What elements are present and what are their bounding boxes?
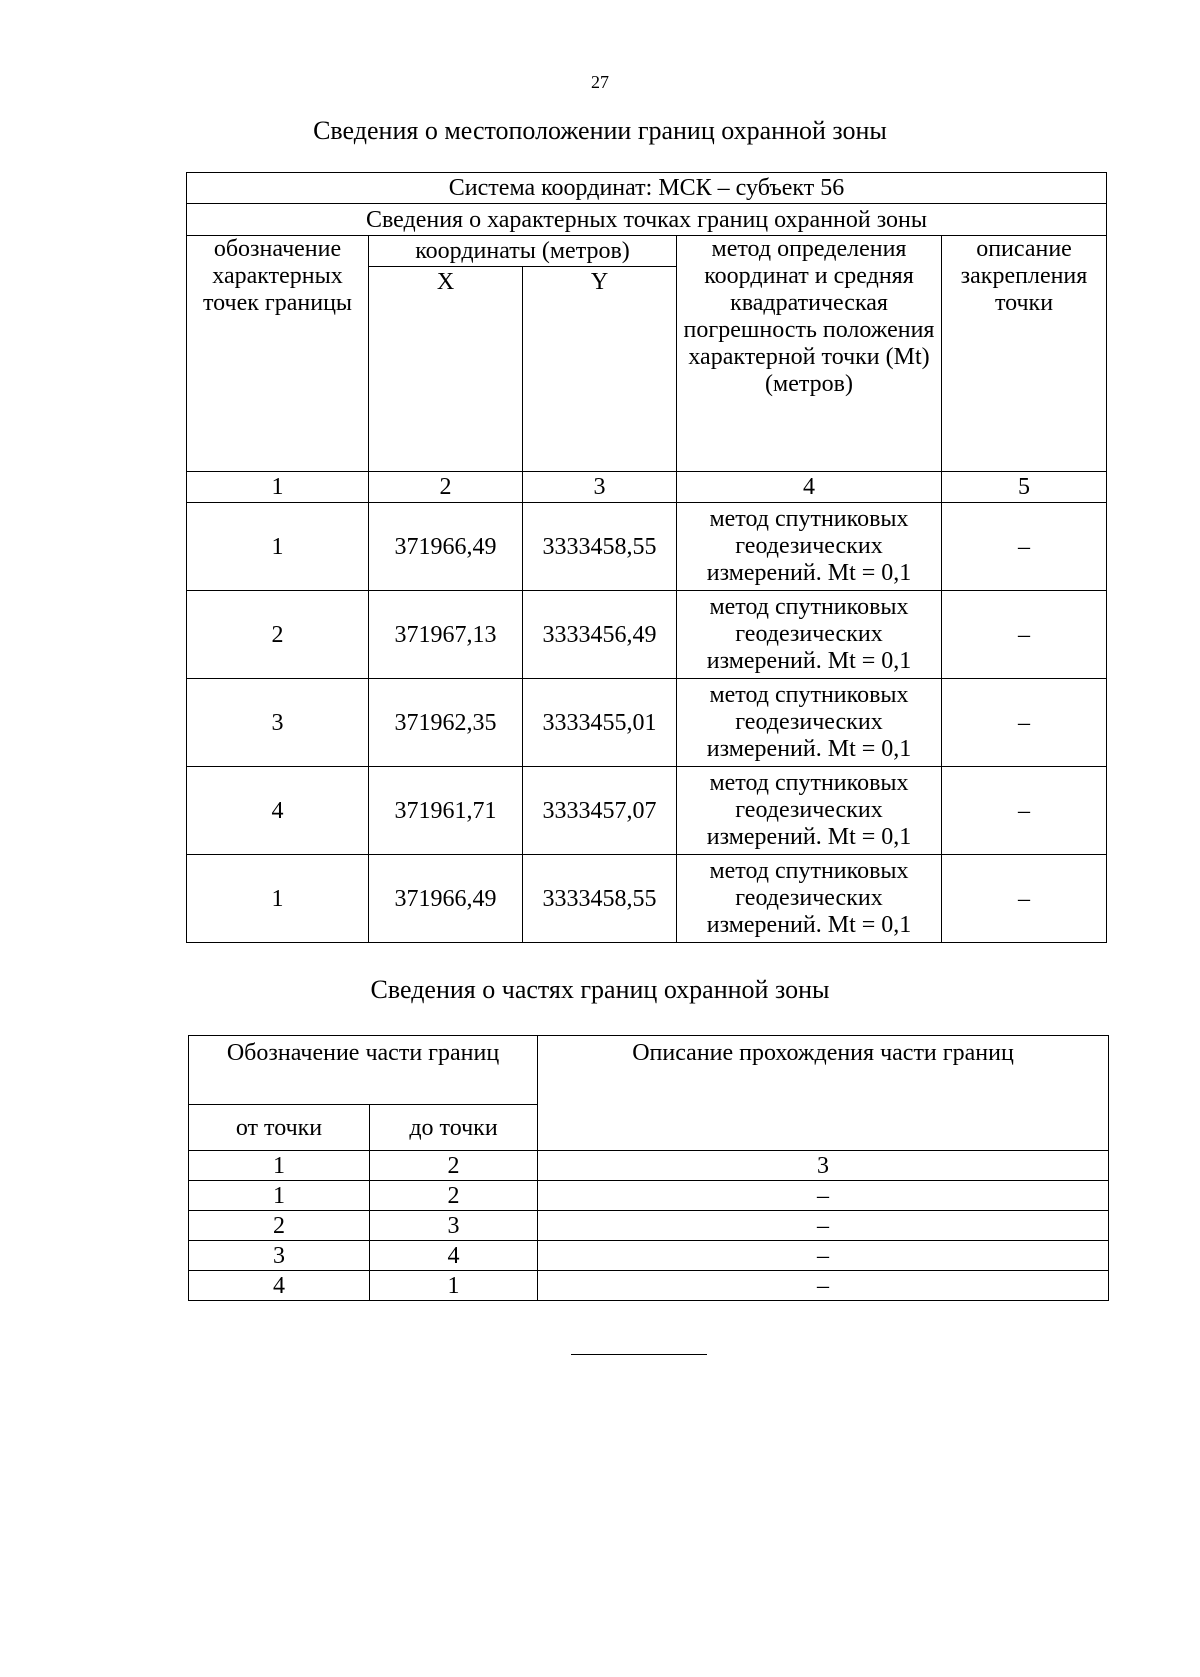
method-cell: метод спутниковых геодезических измерений. Mt = 0,1 (677, 855, 942, 943)
header-to-point: до точки (370, 1105, 538, 1151)
header-from-point: от точки (189, 1105, 370, 1151)
fixing-desc: – (942, 503, 1107, 591)
table-row (189, 1181, 1109, 1211)
table-row (187, 855, 1107, 943)
fixing-desc: – (942, 767, 1107, 855)
header-point-designation: обозначение характерных точек границы (187, 236, 369, 472)
to-point: 3 (370, 1211, 538, 1241)
header-fixing-description: описание закрепления точки (942, 236, 1107, 472)
method-cell: метод спутниковых геодезических измерений. Mt = 0,1 (677, 767, 942, 855)
fixing-desc: – (942, 855, 1107, 943)
method-cell: метод спутниковых геодезических измерений. Mt = 0,1 (677, 503, 942, 591)
point-id: 1 (187, 503, 369, 591)
point-id: 4 (187, 767, 369, 855)
page-number: 27 (591, 72, 609, 92)
point-id: 1 (187, 855, 369, 943)
to-point: 2 (370, 1181, 538, 1211)
col-number: 3 (523, 472, 677, 503)
to-point: 1 (370, 1271, 538, 1301)
col-number: 3 (538, 1151, 1109, 1181)
footer-divider (571, 1354, 707, 1355)
from-point: 1 (189, 1181, 370, 1211)
col-number: 4 (677, 472, 942, 503)
fixing-desc: – (942, 591, 1107, 679)
header-part-description: Описание прохождения части границ (538, 1036, 1109, 1151)
point-id: 3 (187, 679, 369, 767)
table-row (187, 503, 1107, 591)
points-subtitle-cell: Сведения о характерных точках границ охранной зоны (187, 204, 1107, 236)
boundary-parts-table (188, 1035, 1109, 1301)
col-number: 2 (369, 472, 523, 503)
method-cell: метод спутниковых геодезических измерений. Mt = 0,1 (677, 679, 942, 767)
coord-y: 3333457,07 (523, 767, 677, 855)
col-number: 2 (370, 1151, 538, 1181)
col-number: 1 (187, 472, 369, 503)
header-x: X (369, 267, 523, 472)
coord-y: 3333455,01 (523, 679, 677, 767)
point-id: 2 (187, 591, 369, 679)
table-row (189, 1211, 1109, 1241)
header-coordinates: координаты (метров) (369, 236, 677, 267)
fixing-desc: – (942, 679, 1107, 767)
from-point: 2 (189, 1211, 370, 1241)
column-number-row (189, 1151, 1109, 1181)
from-point: 3 (189, 1241, 370, 1271)
method-cell: метод спутниковых геодезических измерений. Mt = 0,1 (677, 591, 942, 679)
to-point: 4 (370, 1241, 538, 1271)
coord-x: 371962,35 (369, 679, 523, 767)
part-desc: – (538, 1271, 1109, 1301)
table-row (187, 679, 1107, 767)
header-method: метод определения координат и средняя квадратическая погрешность положения характерной точки (Mt) (метров) (677, 236, 942, 472)
coord-y: 3333458,55 (523, 503, 677, 591)
header-y: Y (523, 267, 677, 472)
coord-x: 371966,49 (369, 503, 523, 591)
boundary-points-table (186, 172, 1107, 943)
coord-x: 371966,49 (369, 855, 523, 943)
part-desc: – (538, 1211, 1109, 1241)
table-row (187, 767, 1107, 855)
col-number: 5 (942, 472, 1107, 503)
coord-system-cell: Система координат: МСК – субъект 56 (187, 173, 1107, 204)
part-desc: – (538, 1181, 1109, 1211)
coord-x: 371967,13 (369, 591, 523, 679)
table-row (189, 1271, 1109, 1301)
page-title: Сведения о местоположении границ охранной зоны (313, 116, 887, 145)
table-row (189, 1241, 1109, 1271)
column-number-row (187, 472, 1107, 503)
coord-y: 3333458,55 (523, 855, 677, 943)
col-number: 1 (189, 1151, 370, 1181)
table-row (187, 591, 1107, 679)
parts-title: Сведения о частях границ охранной зоны (370, 975, 830, 1004)
coord-x: 371961,71 (369, 767, 523, 855)
part-desc: – (538, 1241, 1109, 1271)
from-point: 4 (189, 1271, 370, 1301)
header-part-designation: Обозначение части границ (189, 1036, 538, 1105)
coord-y: 3333456,49 (523, 591, 677, 679)
